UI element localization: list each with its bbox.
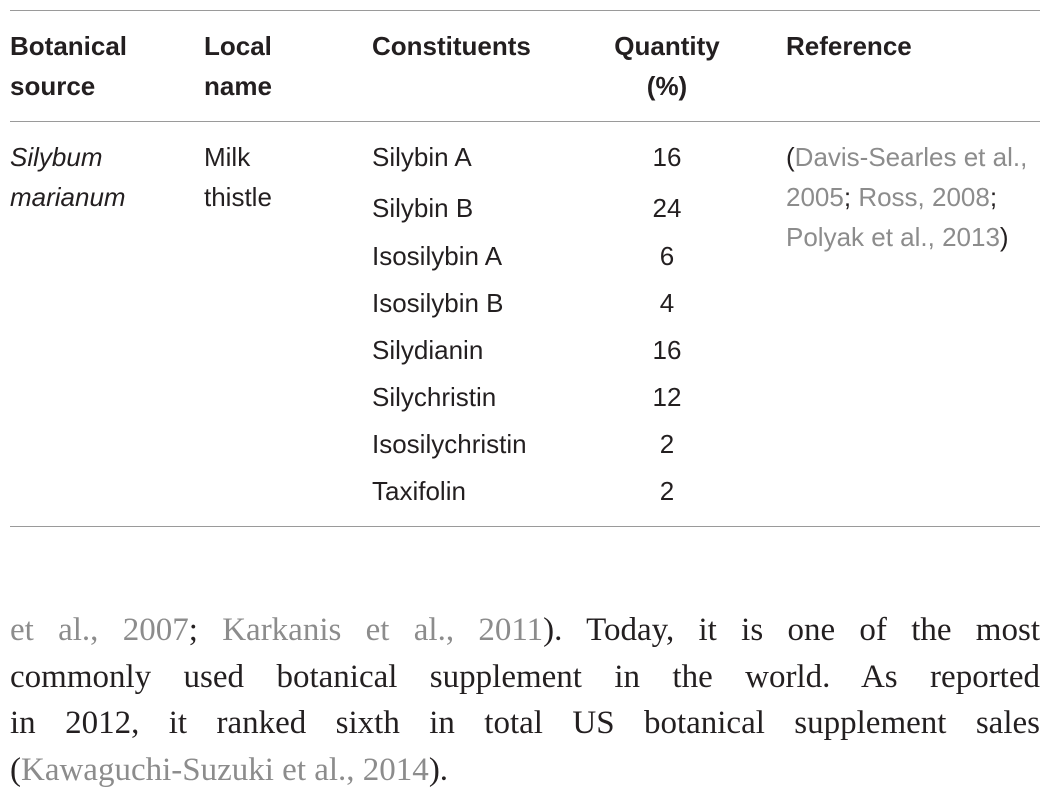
reference-link-davis-searles-year[interactable]: 2005 xyxy=(786,182,844,212)
header-quantity xyxy=(600,26,734,106)
header-local-name-line2: name xyxy=(204,71,272,101)
local-name-line1: Milk xyxy=(204,142,251,172)
citation-link-karkanis[interactable]: Karkanis et al., 2011 xyxy=(222,612,544,648)
header-local-name xyxy=(204,26,272,106)
botanical-source-cell xyxy=(10,137,126,217)
citation-link-2007[interactable]: et al., 2007 xyxy=(10,612,189,648)
constituent-quantity: 24 xyxy=(652,193,682,223)
botanical-source-line1: Silybum xyxy=(10,142,103,172)
constituent-name: Isosilybin A xyxy=(372,241,503,271)
table-header-rule xyxy=(10,121,1040,122)
constituent-name: Isosilychristin xyxy=(372,429,527,459)
paragraph-line-4: (Kawaguchi-Suzuki et al., 2014). xyxy=(10,751,449,788)
constituent-quantity: 12 xyxy=(652,382,682,412)
header-botanical-source xyxy=(10,26,127,106)
botanical-source-line2: marianum xyxy=(10,182,126,212)
reference-line2: 2005; Ross, 2008; xyxy=(786,182,998,212)
constituent-quantity: 16 xyxy=(652,142,682,172)
paragraph-line-2: commonly used botanical supplement in the world. As reported xyxy=(10,658,1040,695)
table-top-rule xyxy=(10,10,1040,11)
header-constituents: Constituents xyxy=(372,31,531,61)
constituent-quantity: 2 xyxy=(659,429,675,459)
reference-link-davis-searles[interactable]: Davis-Searles et al., xyxy=(794,142,1028,172)
local-name-cell xyxy=(204,137,272,217)
constituent-name: Silydianin xyxy=(372,335,484,365)
constituent-quantity: 16 xyxy=(652,335,682,365)
reference-cell xyxy=(786,137,1027,257)
constituent-quantity: 4 xyxy=(659,288,675,318)
constituent-name: Silybin A xyxy=(372,142,472,172)
header-quantity-line1: Quantity xyxy=(614,31,720,61)
header-botanical-source-line2: source xyxy=(10,71,96,101)
constituent-name: Isosilybin B xyxy=(372,288,504,318)
constituent-name: Taxifolin xyxy=(372,476,466,506)
constituent-quantity: 2 xyxy=(659,476,675,506)
constituent-quantity: 6 xyxy=(659,241,675,271)
constituent-name: Silybin B xyxy=(372,193,474,223)
reference-link-ross[interactable]: Ross, 2008 xyxy=(858,182,990,212)
header-botanical-source-line1: Botanical xyxy=(10,31,128,61)
reference-line1: (Davis-Searles et al., xyxy=(786,142,1028,172)
reference-line3: Polyak et al., 2013) xyxy=(786,222,1009,252)
citation-link-kawaguchi-suzuki[interactable]: Kawaguchi-Suzuki et al., 2014 xyxy=(21,751,429,788)
table-bottom-rule xyxy=(10,526,1040,527)
constituent-name: Silychristin xyxy=(372,382,497,412)
header-local-name-line1: Local xyxy=(204,31,272,61)
paragraph-line-3: in 2012, it ranked sixth in total US botanical supplement sales xyxy=(10,705,1040,741)
header-quantity-line2: (%) xyxy=(646,71,688,101)
body-paragraph xyxy=(10,607,1040,793)
paragraph-line-1: et al., 2007; Karkanis et al., 2011). Today, it is one of the most xyxy=(10,612,1040,648)
reference-link-polyak[interactable]: Polyak et al., 2013 xyxy=(786,222,1000,252)
local-name-line2: thistle xyxy=(204,182,272,212)
header-reference: Reference xyxy=(786,31,912,61)
